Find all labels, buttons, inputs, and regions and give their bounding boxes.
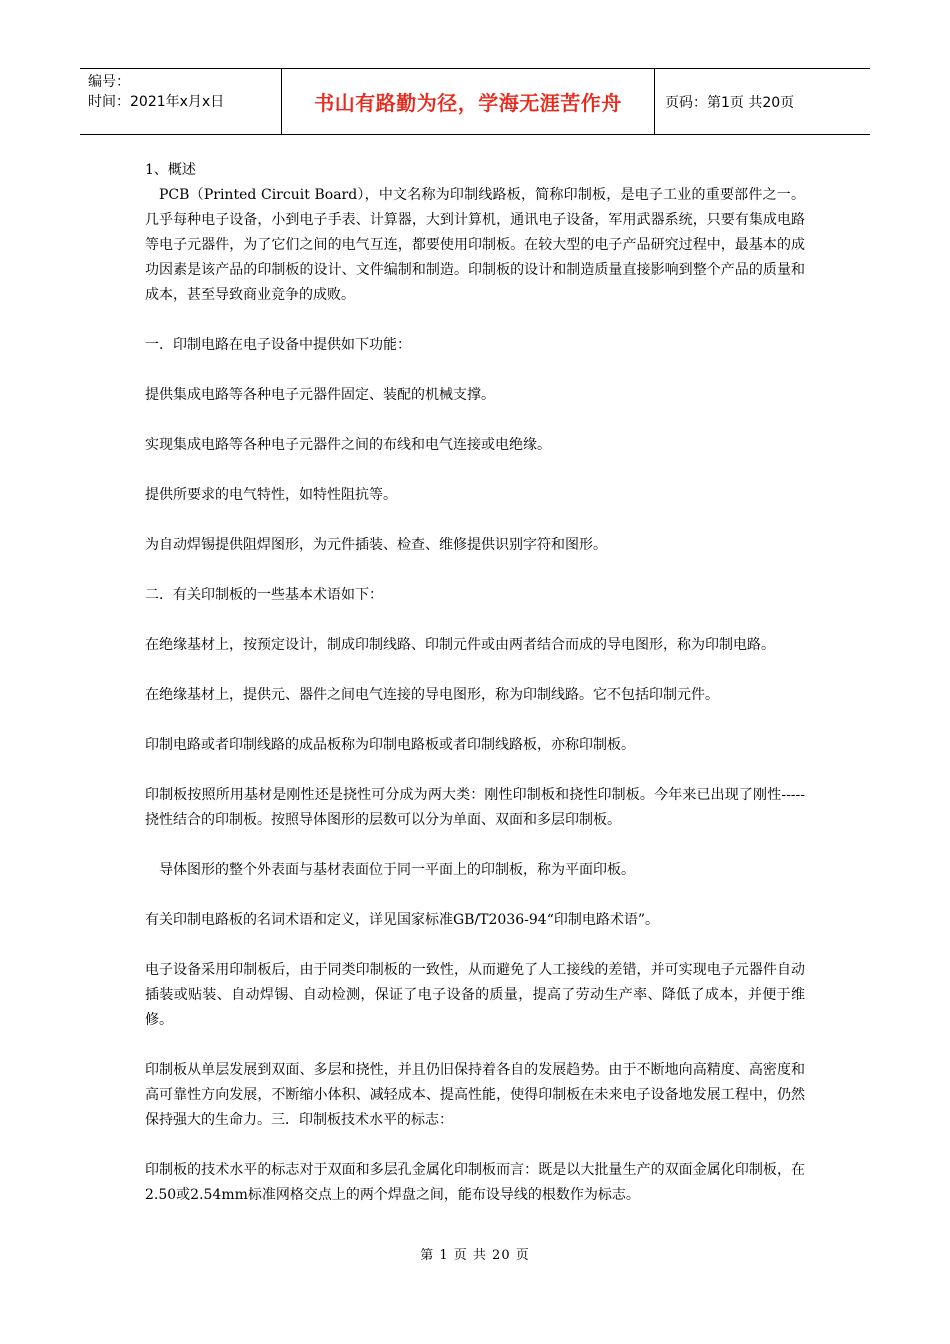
header-motto: 书山有路勤为径，学海无涯苦作舟 [282,69,655,134]
trend-paragraph: 印制板从单层发展到双面、多层和挠性，并且仍旧保持着各自的发展趋势。由于不断地向高精度、高密度和高可靠性方向发展，不断缩小体积、减轻成本、提高性能，使得印制板在未来电子设备地发展工程中，仍然保持强大的生命力。三．印制板技术水平的标志： [145,1062,805,1128]
document-header [80,68,870,135]
benefits-paragraph: 电子设备采用印制板后，由于同类印制板的一致性，从而避免了人工接线的差错，并可实现电子元器件自动插装或贴装、自动焊锡、自动检测，保证了电子设备的质量，提高了劳动生产率、降低了成本，并便于维修。 [145,962,805,1028]
document-number-label: 编号： [88,74,130,90]
term-paragraph: 在绝缘基材上，提供元、器件之间电气连接的导电图形，称为印制线路。它不包括印制元件。 [145,687,719,703]
functions-heading: 一．印制电路在电子设备中提供如下功能： [145,337,411,353]
function-item: 为自动焊锡提供阻焊图形，为元件插装、检查、维修提供识别字符和图形。 [145,537,607,553]
term-paragraph: 在绝缘基材上，按预定设计，制成印制线路、印制元件或由两者结合而成的导电图形，称为印制电路。 [145,637,775,653]
document-date: 时间：2021年x月x日 [88,94,225,110]
term-paragraph: 导体图形的整个外表面与基材表面位于同一平面上的印制板，称为平面印板。 [159,862,635,878]
terms-heading: 二．有关印制板的一些基本术语如下： [145,587,383,603]
header-meta [80,69,282,134]
term-paragraph: 有关印制电路板的名词术语和定义，详见国家标准GB/T2036-94“印制电路术语”。 [145,912,660,928]
function-item: 提供集成电路等各种电子元器件固定、装配的机械支撑。 [145,387,495,403]
term-paragraph: 印制板按照所用基材是刚性还是挠性可分成为两大类：刚性印制板和挠性印制板。今年来已出现了刚性-----挠性结合的印制板。按照导体图形的层数可以分为单面、双面和多层印制板。 [145,787,805,828]
page-footer: 第 1 页 共 20 页 [420,1248,530,1263]
header-page-info: 页码：第1页 共20页 [665,94,795,111]
function-item: 提供所要求的电气特性，如特性阻抗等。 [145,487,397,503]
term-paragraph: 印制电路或者印制线路的成品板称为印制电路板或者印制线路板，亦称印制板。 [145,737,635,753]
function-item: 实现集成电路等各种电子元器件之间的布线和电气连接或电绝缘。 [145,437,551,453]
tech-level-paragraph: 印制板的技术水平的标志对于双面和多层孔金属化印制板而言：既是以大批量生产的双面金属化印制板，在2.50或2.54mm标准网格交点上的两个焊盘之间，能布设导线的根数作为标志。 [145,1162,805,1203]
document-body [145,158,805,1233]
section-title: 1、概述 [145,162,196,178]
intro-paragraph: PCB（Printed Circuit Board），中文名称为印制线路板，简称印制板，是电子工业的重要部件之一。几乎每种电子设备，小到电子手表、计算器，大到计算机，通讯电子设备，军用武器系统，只要有集成电路等电子元器件，为了它们之间的电气互连，都要使用印制板。在较大型的电子产品研究过程中，最基本的成功因素是该产品的印制板的设计、文件编制和制造。印制板的设计和制造质量直接影响到整个产品的质量和成本，甚至导致商业竞争的成败。 [145,187,805,303]
